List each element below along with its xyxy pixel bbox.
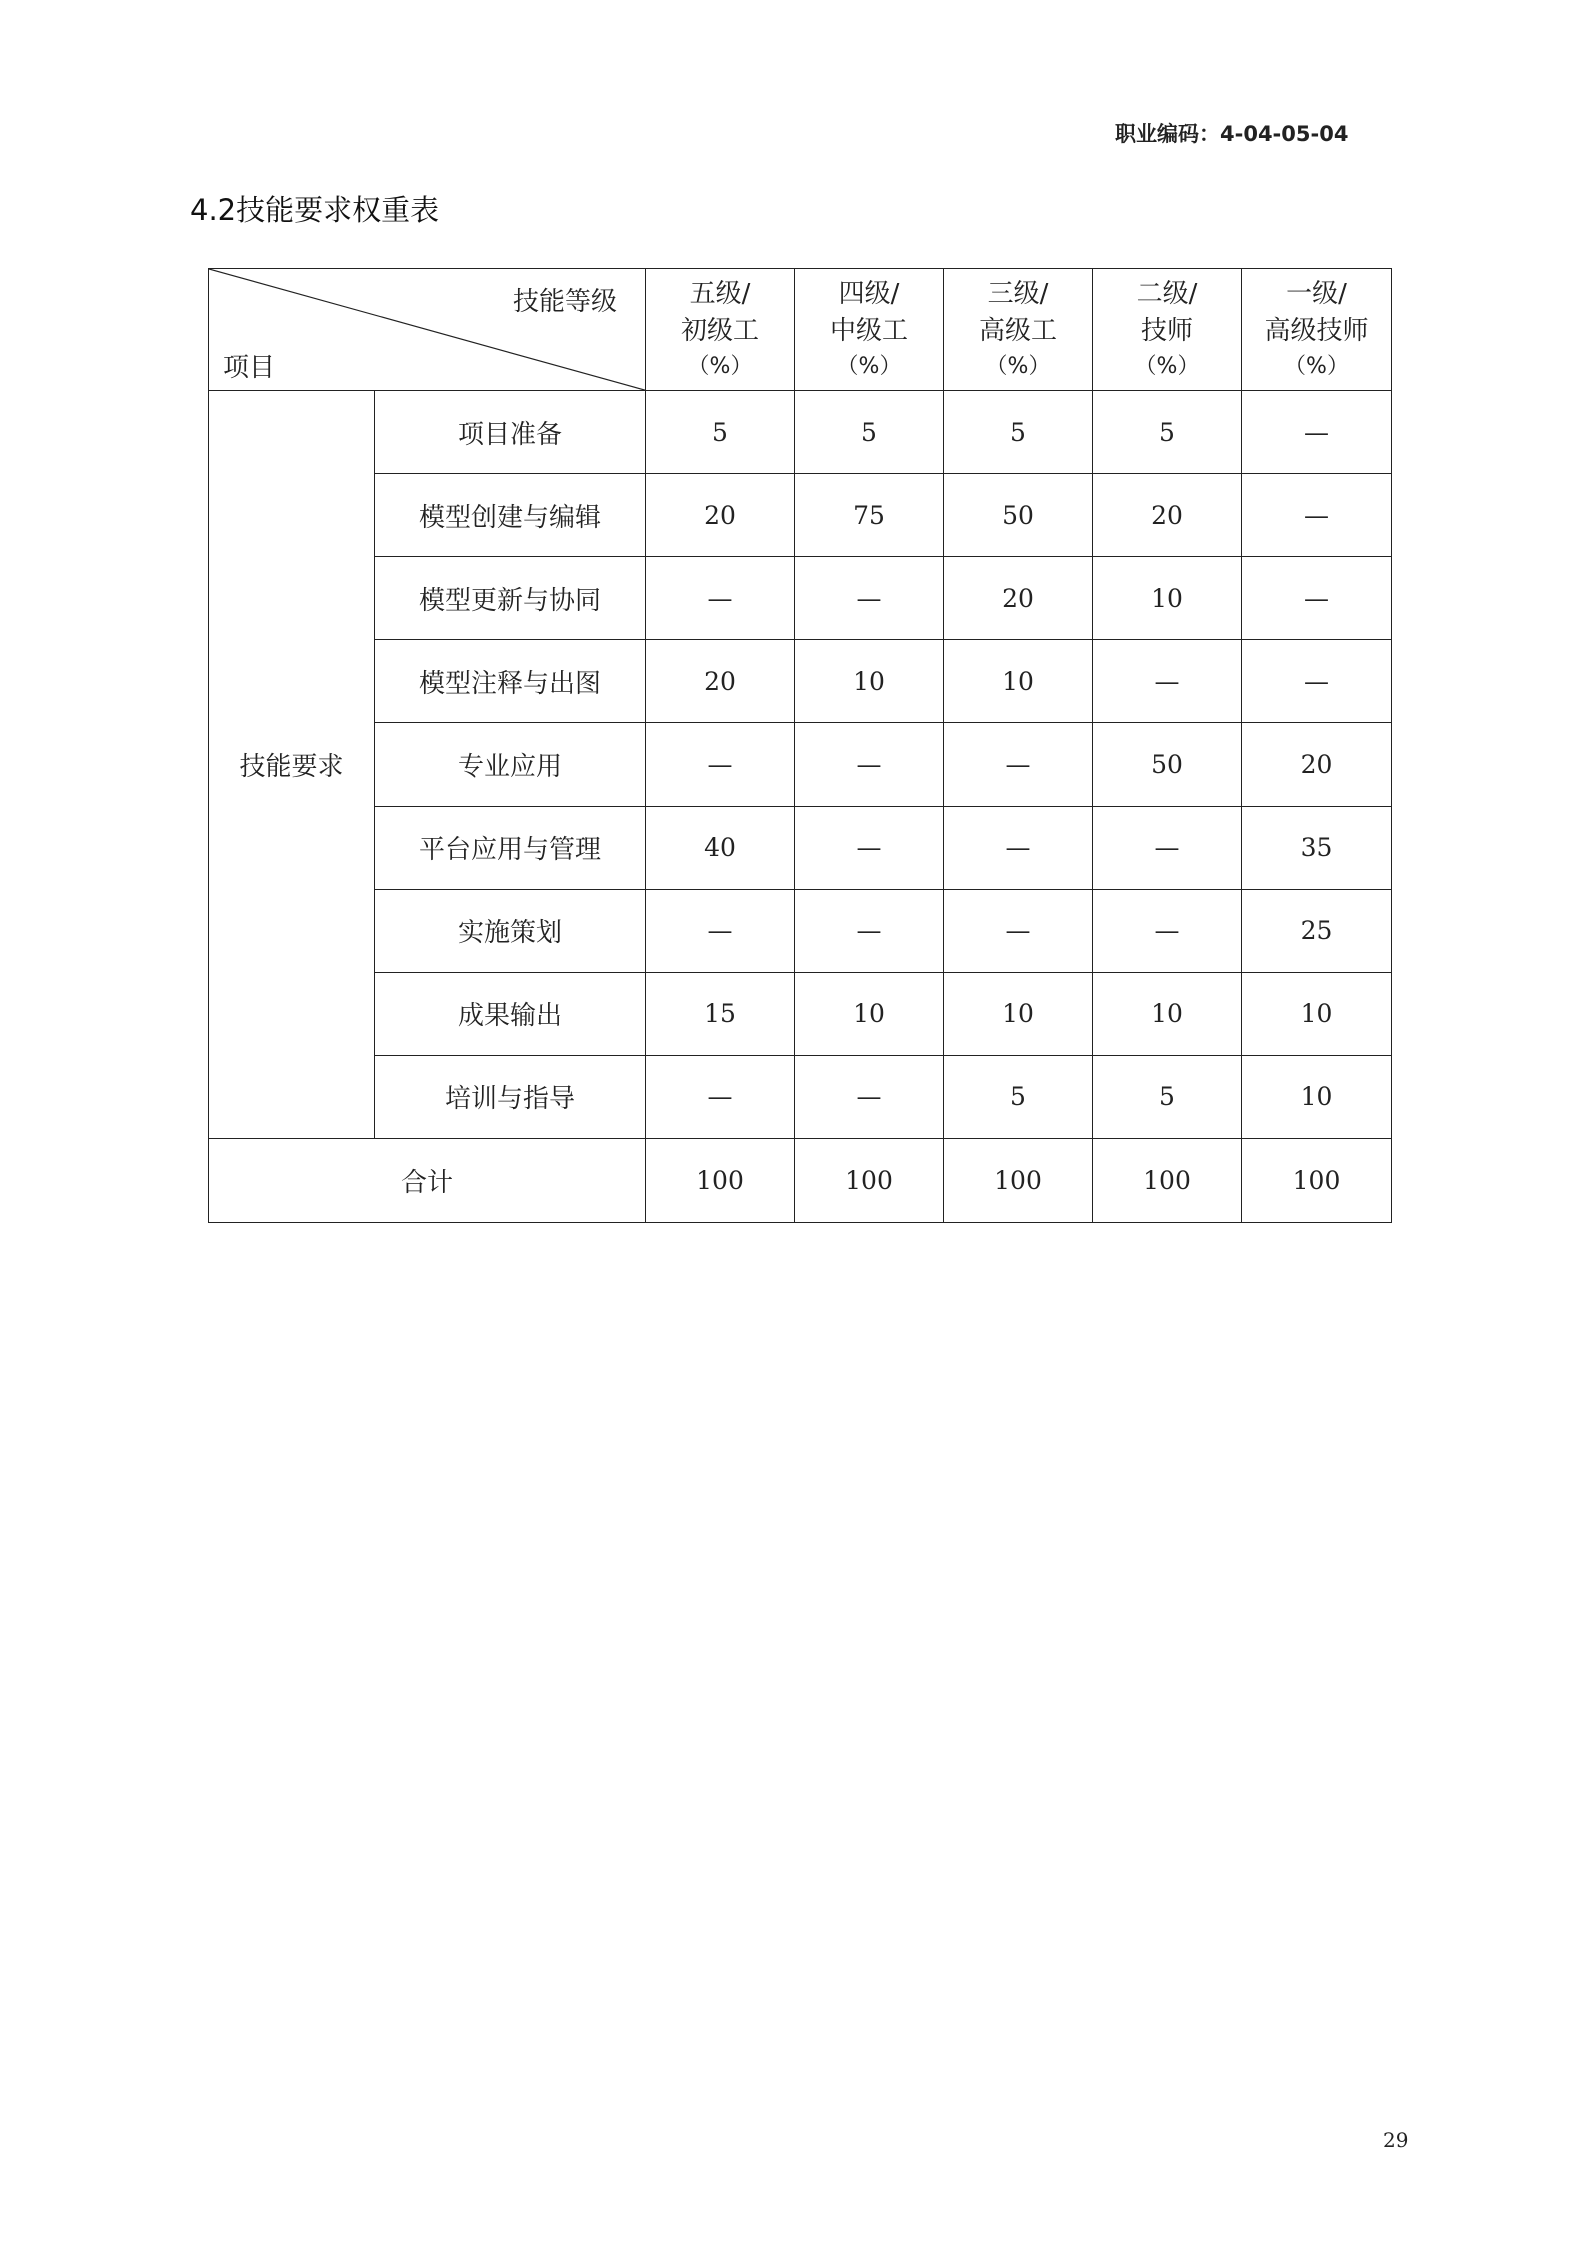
table-header-row [209, 269, 1392, 391]
column-header-line1: 三级/ [987, 278, 1049, 309]
column-header-level5 [646, 269, 795, 391]
value-cell: — [795, 806, 944, 889]
column-header-line2: 初级工 [680, 315, 759, 346]
value-cell: 20 [944, 557, 1093, 640]
column-header-line2: 高级工 [978, 315, 1057, 346]
column-header-line1: 五级/ [689, 278, 751, 309]
value-cell: — [795, 889, 944, 972]
item-name-cell: 培训与指导 [375, 1055, 646, 1138]
value-cell: — [795, 723, 944, 806]
item-name-cell: 平台应用与管理 [375, 806, 646, 889]
column-header-unit: （%） [687, 353, 753, 379]
value-cell: — [795, 1055, 944, 1138]
value-cell: — [1093, 640, 1242, 723]
value-cell: 25 [1242, 889, 1392, 972]
column-header-line1: 四级/ [838, 278, 900, 309]
occupation-code: 职业编码：4-04-05-04 [1115, 122, 1349, 146]
skill-weight-table [208, 268, 1392, 1223]
total-label-cell: 合计 [209, 1138, 646, 1222]
value-cell: 20 [1093, 474, 1242, 557]
value-cell: — [944, 723, 1093, 806]
value-cell: — [944, 889, 1093, 972]
table-row [209, 557, 1392, 640]
value-cell: — [646, 557, 795, 640]
value-cell: 5 [944, 1055, 1093, 1138]
value-cell: 10 [1242, 1055, 1392, 1138]
item-name-cell: 专业应用 [375, 723, 646, 806]
value-cell: 5 [646, 391, 795, 474]
value-cell: — [646, 1055, 795, 1138]
value-cell: 50 [944, 474, 1093, 557]
column-header-unit: （%） [1134, 353, 1200, 379]
value-cell: 5 [944, 391, 1093, 474]
section-title: 4.2技能要求权重表 [190, 193, 440, 227]
total-row [209, 1138, 1392, 1222]
item-name-cell: 模型创建与编辑 [375, 474, 646, 557]
table-row [209, 474, 1392, 557]
diagonal-header-cell [209, 269, 646, 391]
table-row [209, 723, 1392, 806]
page-number: 29 [1383, 2128, 1409, 2152]
table-row [209, 972, 1392, 1055]
table-row [209, 806, 1392, 889]
value-cell: — [1093, 806, 1242, 889]
value-cell: 20 [646, 474, 795, 557]
value-cell: 20 [646, 640, 795, 723]
table-row [209, 889, 1392, 972]
value-cell: 10 [795, 640, 944, 723]
column-header-level3 [944, 269, 1093, 391]
skill-weight-table-container [208, 268, 1391, 1223]
value-cell: 5 [1093, 391, 1242, 474]
value-cell: — [646, 889, 795, 972]
total-value-cell: 100 [1242, 1138, 1392, 1222]
item-name-cell: 成果输出 [375, 972, 646, 1055]
item-name-cell: 项目准备 [375, 391, 646, 474]
item-name-cell: 实施策划 [375, 889, 646, 972]
value-cell: 10 [1093, 972, 1242, 1055]
column-header-line1: 一级/ [1286, 278, 1347, 309]
column-header-level1 [1242, 269, 1392, 391]
value-cell: 5 [795, 391, 944, 474]
column-header-unit: （%） [985, 353, 1051, 379]
value-cell: 20 [1242, 723, 1392, 806]
item-name-cell: 模型注释与出图 [375, 640, 646, 723]
skill-level-label: 技能等级 [512, 287, 617, 317]
group-label-cell: 技能要求 [209, 391, 375, 1139]
value-cell: — [795, 557, 944, 640]
table-row [209, 640, 1392, 723]
table-row [209, 1055, 1392, 1138]
value-cell: 75 [795, 474, 944, 557]
value-cell: — [1242, 640, 1392, 723]
value-cell: — [1242, 474, 1392, 557]
column-header-unit: （%） [1284, 353, 1349, 379]
column-header-line2: 中级工 [829, 315, 908, 346]
value-cell: — [1093, 889, 1242, 972]
item-label: 项目 [223, 353, 276, 384]
column-header-line1: 二级/ [1136, 278, 1198, 309]
column-header-level4 [795, 269, 944, 391]
column-header-level2 [1093, 269, 1242, 391]
total-value-cell: 100 [646, 1138, 795, 1222]
value-cell: 10 [795, 972, 944, 1055]
total-value-cell: 100 [795, 1138, 944, 1222]
value-cell: — [1242, 557, 1392, 640]
column-header-line2: 技师 [1140, 315, 1193, 346]
value-cell: — [1242, 391, 1392, 474]
value-cell: 40 [646, 806, 795, 889]
column-header-line2: 高级技师 [1264, 315, 1369, 346]
value-cell: 5 [1093, 1055, 1242, 1138]
value-cell: 10 [1242, 972, 1392, 1055]
value-cell: — [944, 806, 1093, 889]
column-header-unit: （%） [836, 353, 902, 379]
table-row [209, 391, 1392, 474]
value-cell: 10 [944, 640, 1093, 723]
total-value-cell: 100 [1093, 1138, 1242, 1222]
value-cell: 10 [1093, 557, 1242, 640]
item-name-cell: 模型更新与协同 [375, 557, 646, 640]
value-cell: 15 [646, 972, 795, 1055]
value-cell: — [646, 723, 795, 806]
value-cell: 35 [1242, 806, 1392, 889]
total-value-cell: 100 [944, 1138, 1093, 1222]
value-cell: 50 [1093, 723, 1242, 806]
value-cell: 10 [944, 972, 1093, 1055]
